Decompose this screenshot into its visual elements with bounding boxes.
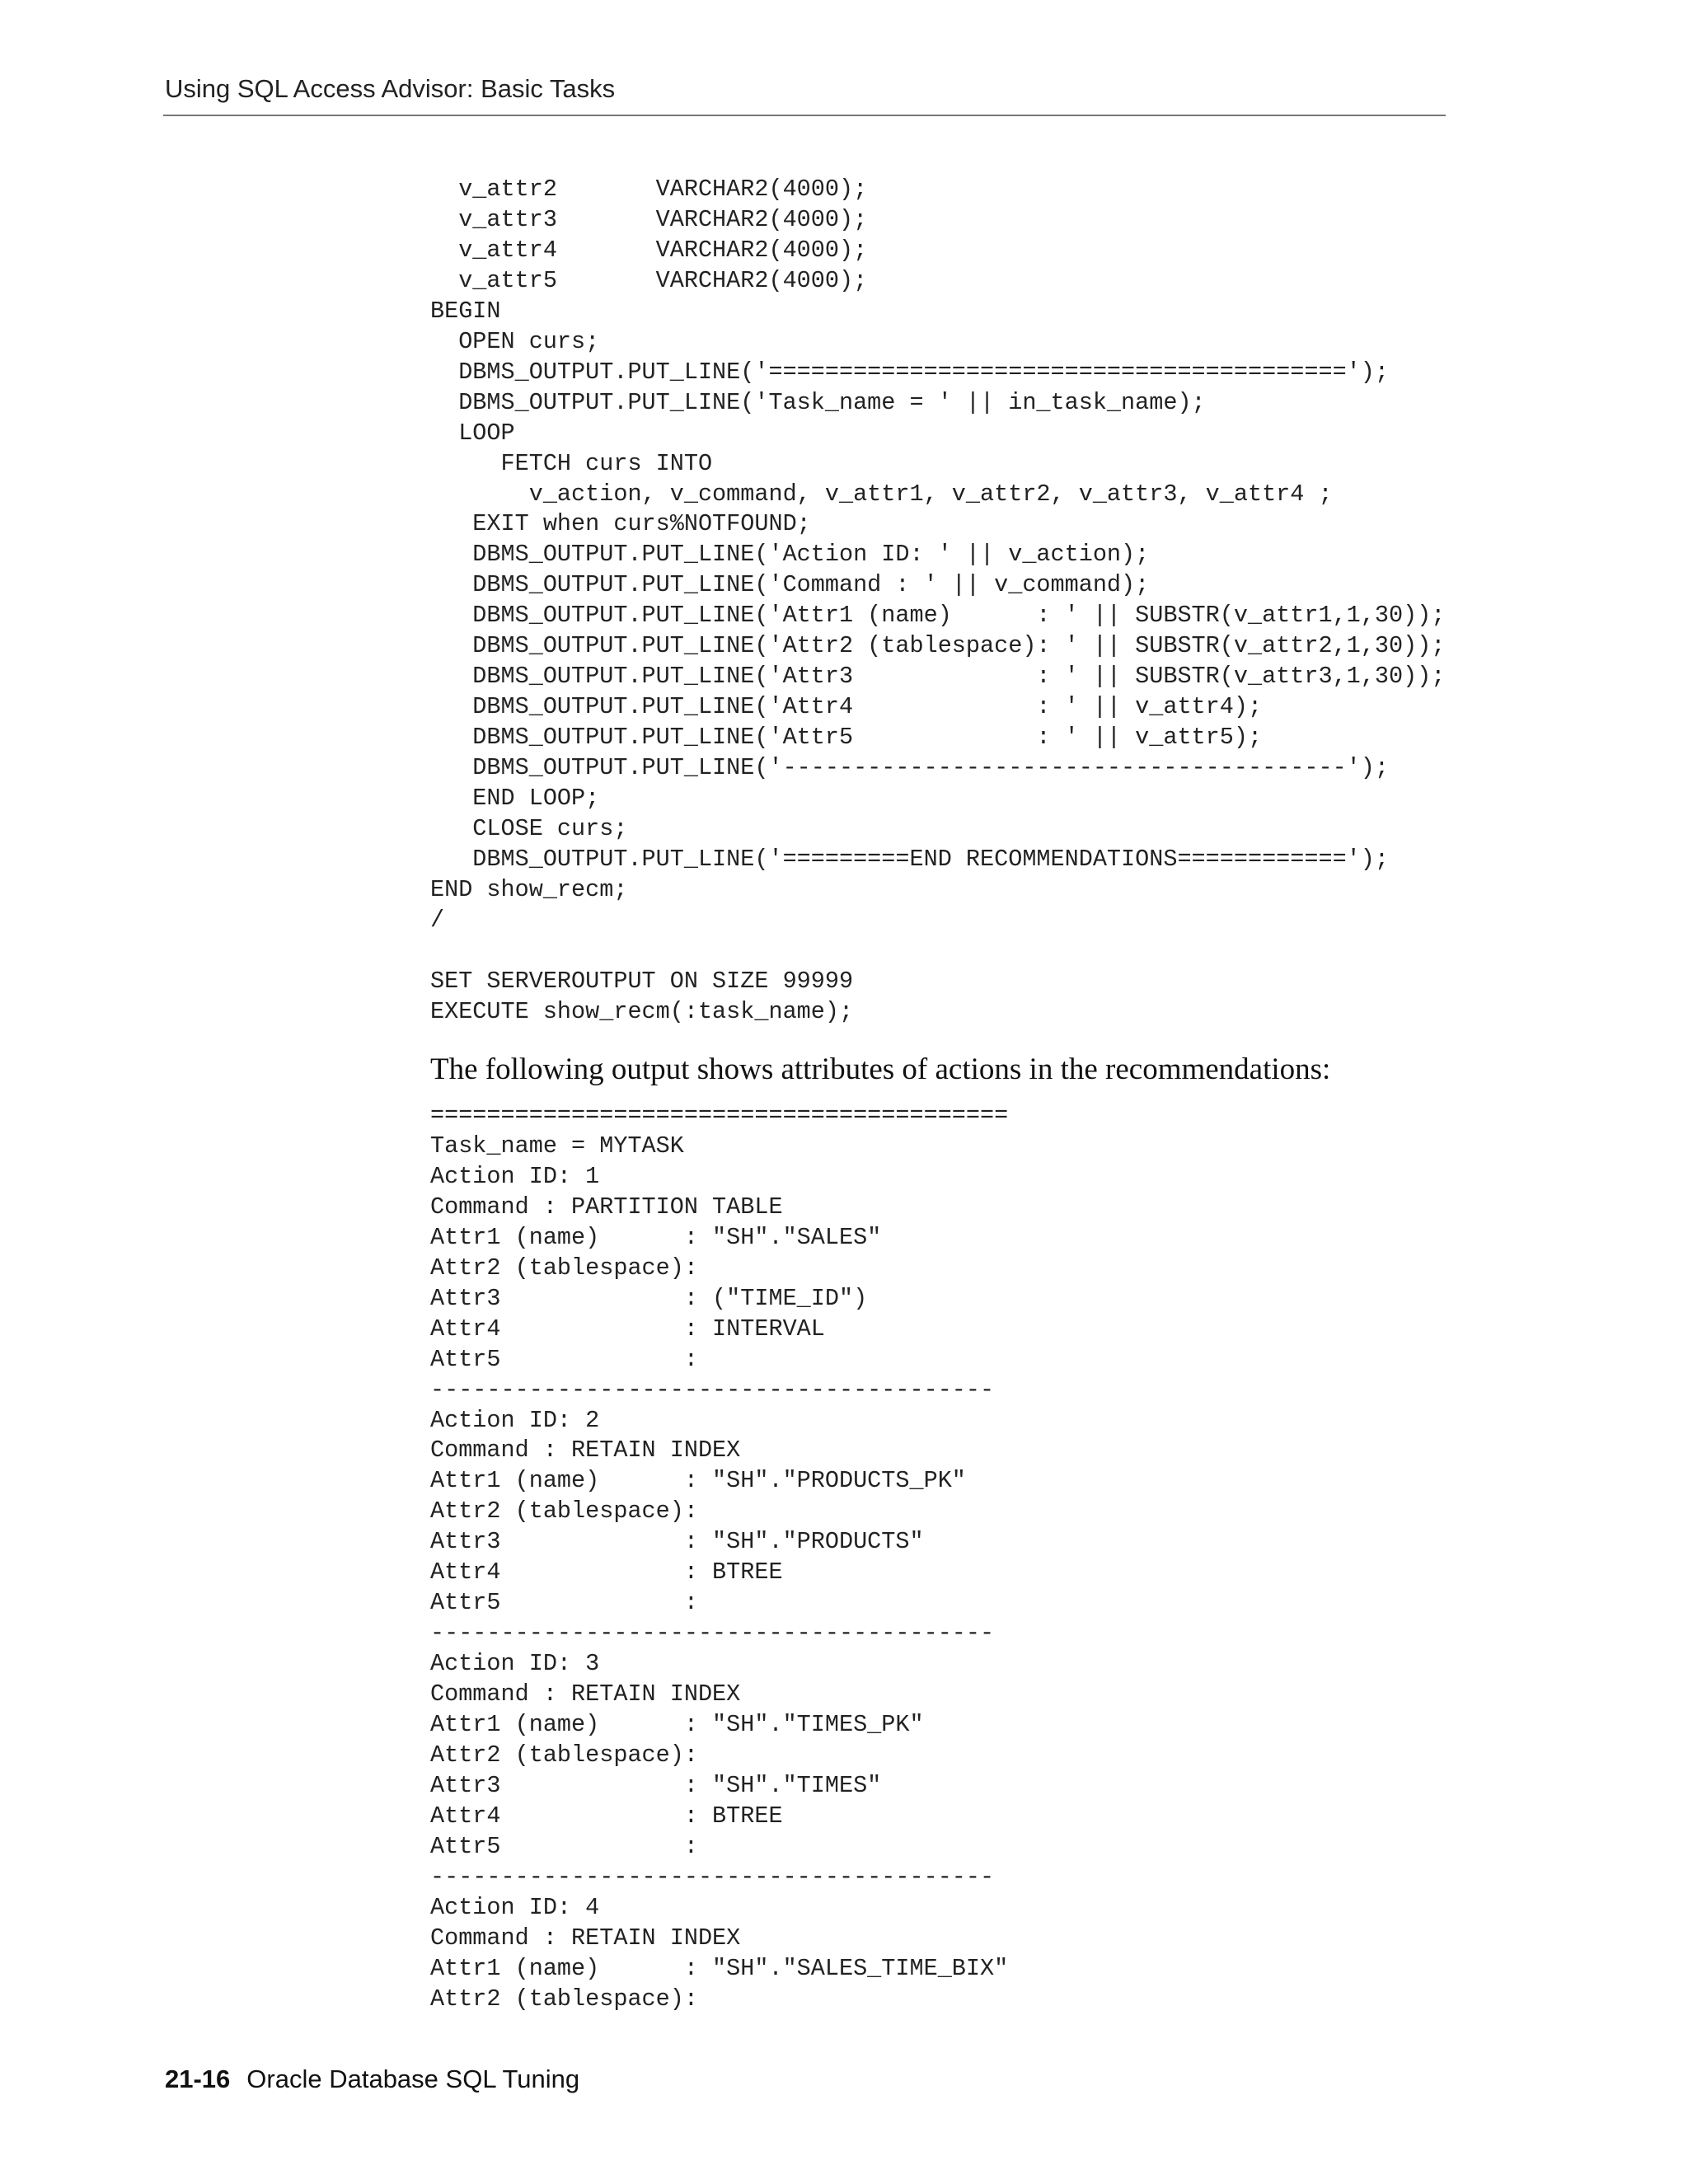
body-paragraph: The following output shows attributes of actions in the recommendations: — [430, 1052, 1331, 1086]
plsql-code-listing: v_attr2 VARCHAR2(4000); v_attr3 VARCHAR2(4000); v_attr4 VARCHAR2(4000); v_attr5 VARCHAR2(4000); BEGIN OPEN curs; DBMS_OUTPUT.PUT_LINE('========================================='); DBMS_OUTPUT.PUT_LINE('Task_name = ' || in_task_name); LOOP FETCH curs INTO v_action, v_command, v_attr1, v_attr2, v_attr3, v_attr4 ; EXIT when curs%NOTFOUND; DBMS_OUTPUT.PUT_LINE('Action ID: ' || v_action); DBMS_OUTPUT.PUT_LINE('Command : ' || v_command); DBMS_OUTPUT.PUT_LINE('Attr1 (name) : ' || SUBSTR(v_attr1,1,30)); DBMS_OUTPUT.PUT_LINE('Attr2 (tablespace): ' || SUBSTR(v_attr2,1,30)); DBMS_OUTPUT.PUT_LINE('Attr3 : ' || SUBSTR(v_attr3,1,30)); DBMS_OUTPUT.PUT_LINE('Attr4 : ' || v_attr4); DBMS_OUTPUT.PUT_LINE('Attr5 : ' || v_attr5); DBMS_OUTPUT.PUT_LINE('----------------------------------------'); END LOOP; CLOSE curs; DBMS_OUTPUT.PUT_LINE('=========END RECOMMENDATIONS============'); END show_recm; / SET SERVEROUTPUT ON SIZE 99999 EXECUTE show_recm(:task_name); — [430, 176, 1446, 1025]
book-title: Oracle Database SQL Tuning — [246, 2064, 580, 2093]
page-number: 21-16 — [165, 2064, 231, 2093]
header-divider — [163, 115, 1446, 116]
running-header: Using SQL Access Advisor: Basic Tasks — [165, 74, 616, 103]
recommendation-output-listing: ========================================= Task_name = MYTASK Action ID: 1 Command : PARTITION TABLE Attr1 (name) : "SH"."SALES" Attr2 (tablespace): Attr3 : ("TIME_ID") Attr4 : INTERVAL Attr5 : ---------------------------------------- Action ID: 2 Command : RETAIN INDEX Attr1 (name) : "SH"."PRODUCTS_PK" Attr2 (tablespace): Attr3 : "SH"."PRODUCTS" Attr4 : BTREE Attr5 : ---------------------------------------- Action ID: 3 Command : RETAIN INDEX Attr1 (name) : "SH"."TIMES_PK" Attr2 (tablespace): Attr3 : "SH"."TIMES" Attr4 : BTREE Attr5 : ---------------------------------------- Action ID: 4 Command : RETAIN INDEX Attr1 (name) : "SH"."SALES_TIME_BIX" Attr2 (tablespace): — [430, 1102, 1009, 2013]
running-footer — [165, 2064, 579, 2094]
